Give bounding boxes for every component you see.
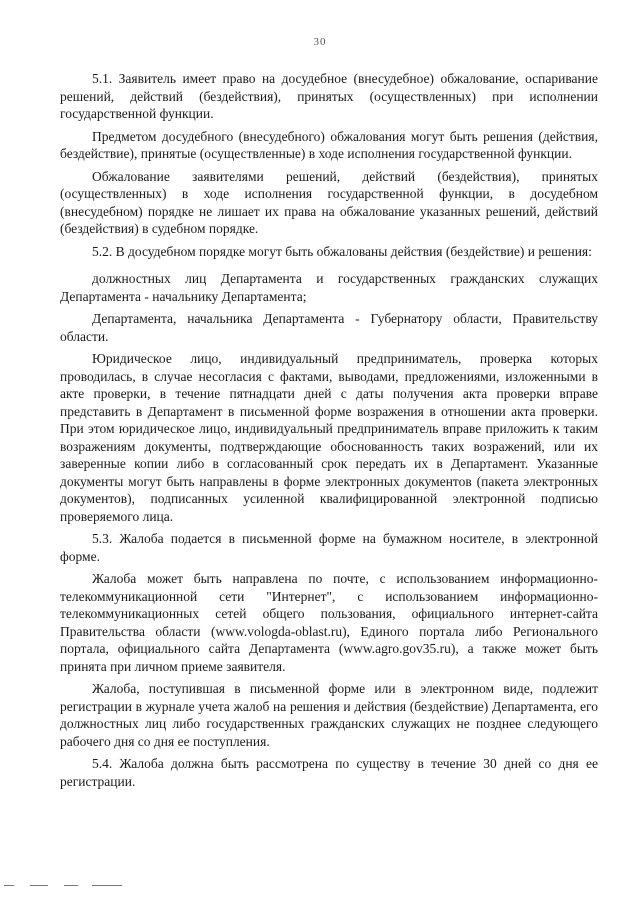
paragraph-complaint-channels: Жалоба может быть направлена по почте, с использованием информационно-телекоммуникационной сети "Интернет", с использованием информационно-телекоммуникационных сетей общего пользования, официального интернет-сайта Правительства области (www.vologda-oblast.ru), Единого портала либо Регионального портала, официального сайта Департамента (www.agro.gov35.ru), а также может быть принята при личном приеме заявителя. (60, 571, 598, 674)
scan-artifact-marks (0, 883, 220, 889)
paragraph-5-3: 5.3. Жалоба подается в письменной форме на бумажном носителе, в электронной форме. (60, 531, 598, 564)
paragraph-legal-entity: Юридическое лицо, индивидуальный предприниматель, проверка которых проводилась, в случае несогласия с фактами, выводами, предложениями, изложенными в акте проверки, в течение пятнадцати дней с даты получения акта проверки вправе представить в Департамент в письменной форме возражения в отношении акта проверки. При этом юридическое лицо, индивидуальный предприниматель вправе приложить к таким возражениям документы, подтверждающие обоснованность таких возражений, или их заверенные копии либо в согласованный срок передать их в Департамент. Указанные документы могут быть направлены в форме электронных документов (пакета электронных документов), подписанных усиленной квалифицированной электронной подписью проверяемого лица. (60, 351, 598, 524)
paragraph-5-4: 5.4. Жалоба должна быть рассмотрена по существу в течение 30 дней со дня ее регистрации. (60, 756, 598, 789)
paragraph-5-1: 5.1. Заявитель имеет право на досудебное (внесудебное) обжалование, оспаривание решений, действий (бездействия), принятых (осуществленных) при исполнении государственной функции. (60, 71, 598, 121)
document-body (60, 70, 598, 795)
paragraph-5-2: 5.2. В досудебном порядке могут быть обжалованы действия (бездействие) и решения: (92, 243, 592, 259)
paragraph-complaint-registration: Жалоба, поступившая в письменной форме или в электронном виде, подлежит регистрации в журнале учета жалоб на решения и действия (бездействие) Департамента, его должностных лиц либо государственных гражданских служащих не позднее следующего рабочего дня со дня ее поступления. (60, 681, 598, 749)
paragraph-officials: должностных лиц Департамента и государственных гражданских служащих Департамента - начальнику Департамента; (60, 271, 598, 304)
paragraph-appeal-rights: Обжалование заявителями решений, действий (бездействия), принятых (осуществленных) в ходе исполнения государственной функции, в досудебном (внесудебном) порядке не лишает их права на обжалование указанных решений, действий (бездействия) в судебном порядке. (60, 168, 598, 236)
paragraph-department: Департамента, начальника Департамента - Губернатору области, Правительству области. (60, 311, 598, 344)
paragraph-subject-of-appeal: Предметом досудебного (внесудебного) обжалования могут быть решения (действия, бездействие), принятые (осуществленные) в ходе исполнения государственной функции. (60, 128, 598, 161)
page-number: 30 (313, 36, 327, 48)
